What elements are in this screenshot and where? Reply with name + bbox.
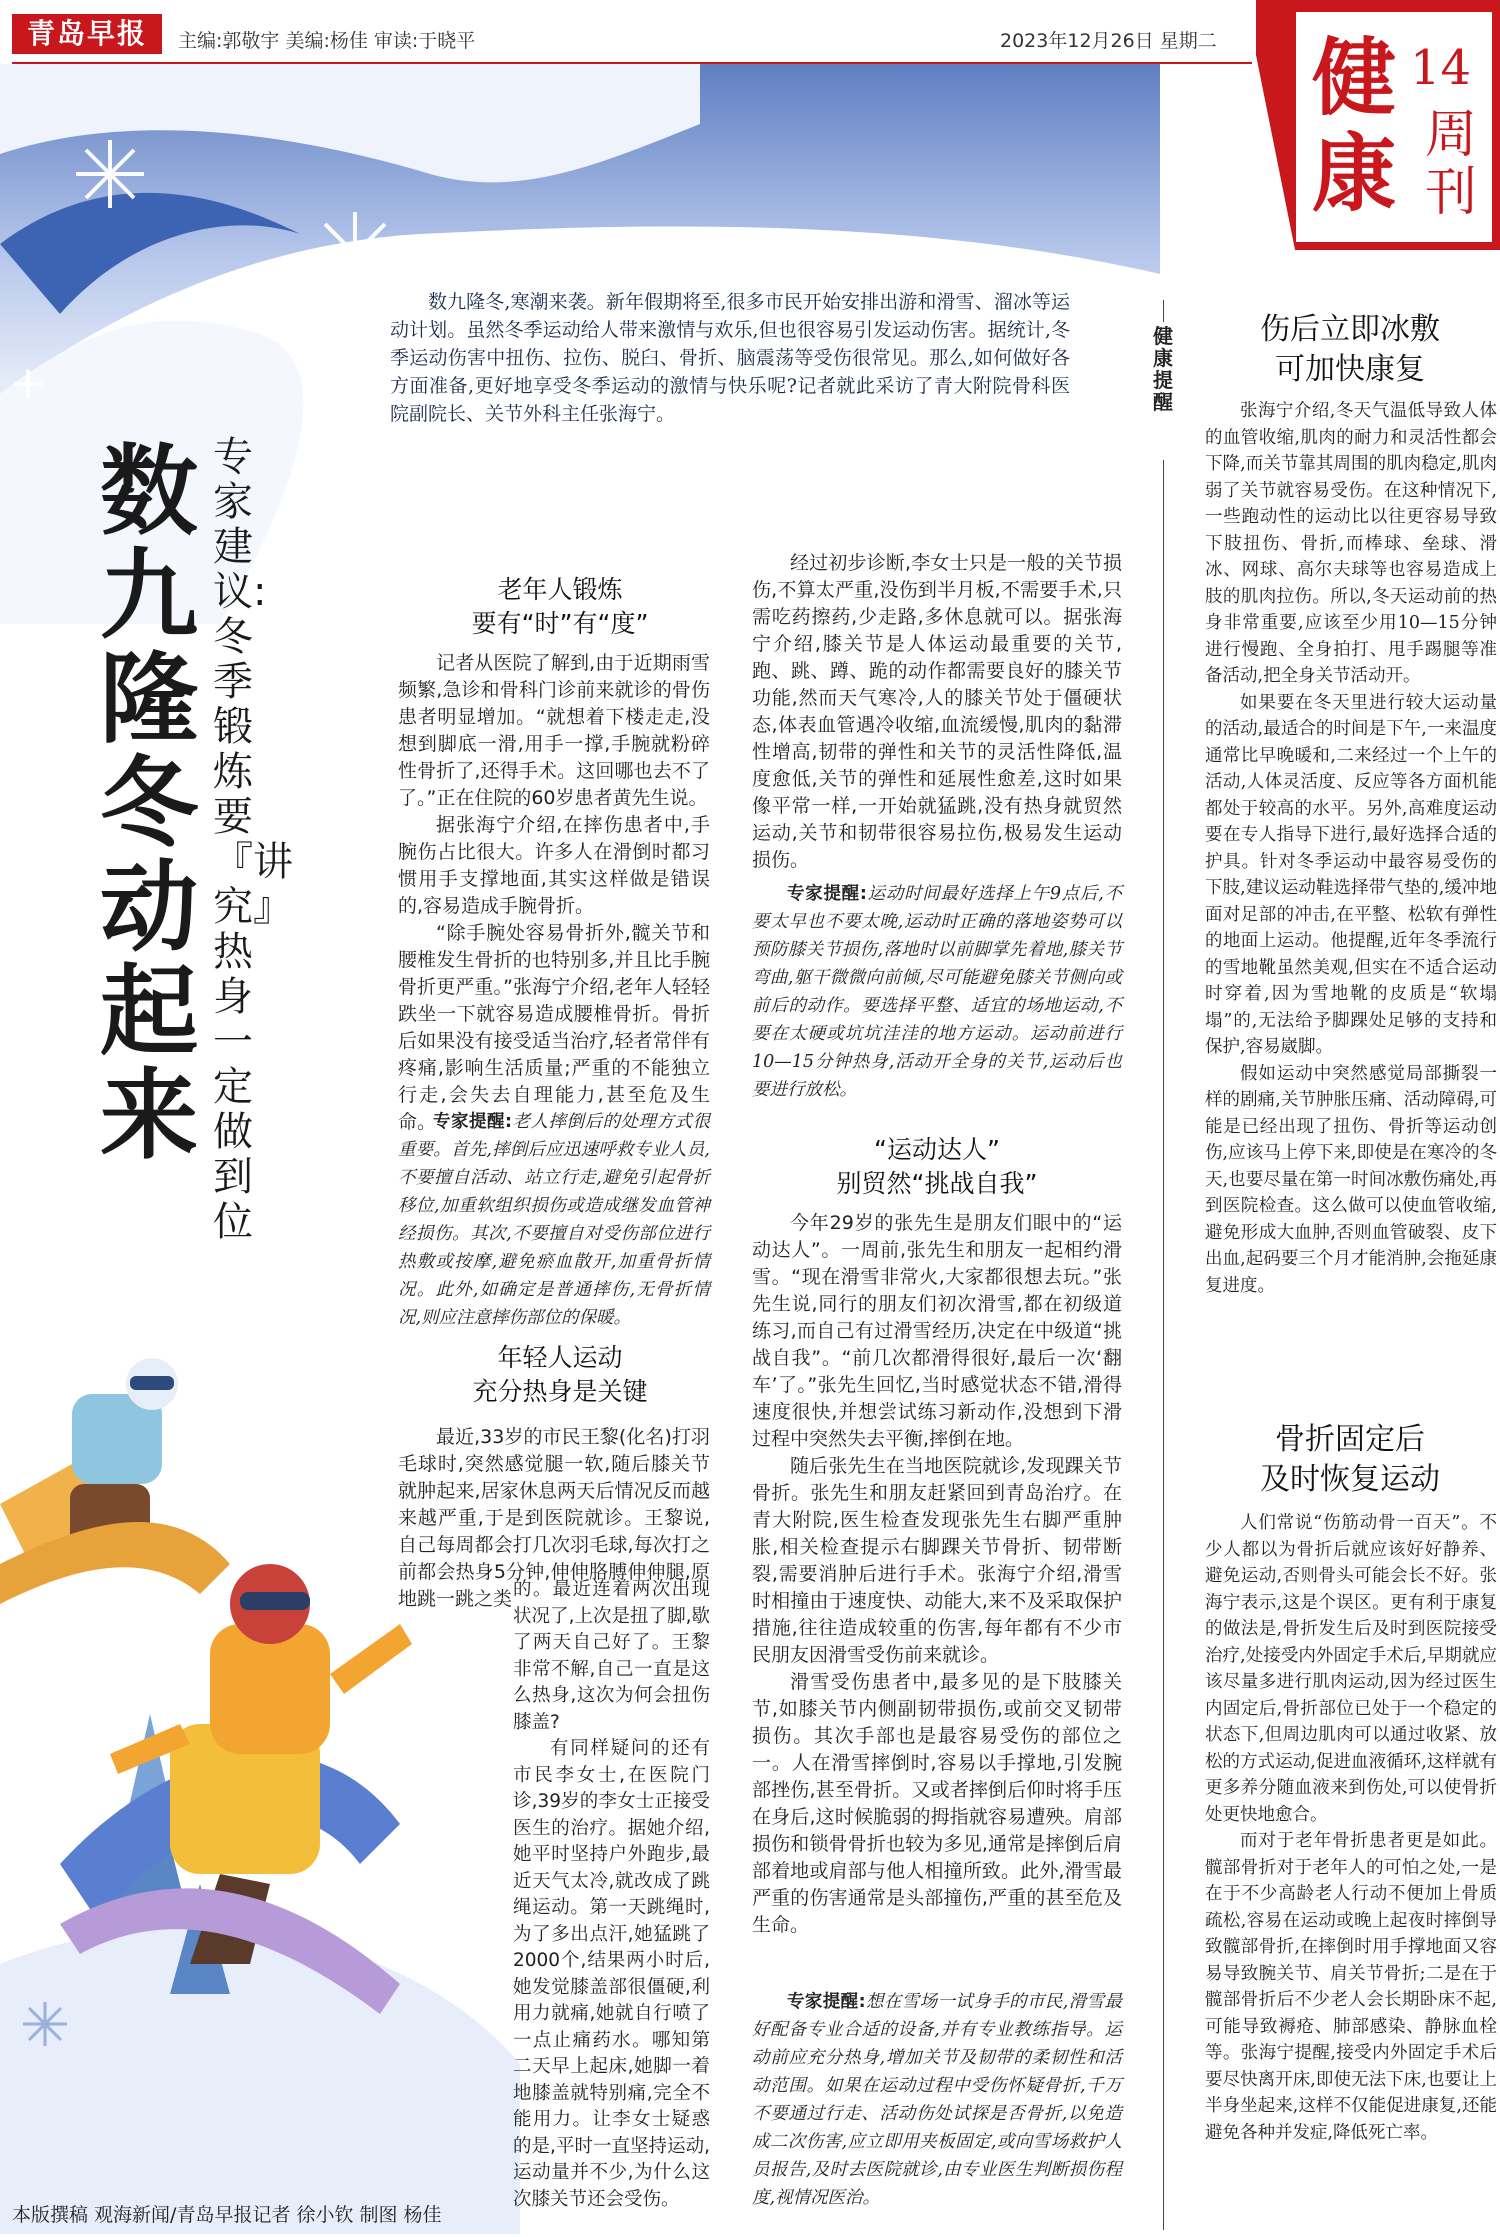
paragraph: 而对于老年骨折患者更是如此。髋部骨折对于老年人的可怕之处,一是在于不少高龄老人行动不便加上骨质疏松,容易在运动或晚上起夜时摔倒导致髋部骨折,在摔倒时用手撑地面又容易导致腕关节、肩关节骨折;二是在于髋部骨折后不少老人会长期卧床不起,可能导致褥疮、肺部感染、静脉血栓等。张海宁提醒,接受内外固定手术后要尽快离开床,即使无法下床,也要让上半身坐起来,这样不仅能促进康复,还能避免各种并发症,降低死亡率。 — [1205, 1831, 1497, 2143]
page-subheadline: 专家建议:冬季锻炼要『讲究』 热身一定做到位 — [213, 434, 293, 1245]
article-body-elderly — [398, 650, 710, 1136]
heading-line: 伤后立即冰敷 — [1260, 312, 1440, 347]
page-number: 14 — [1410, 40, 1472, 96]
paragraph: 记者从医院了解到,由于近期雨雪频繁,急诊和骨科门诊前来就诊的骨伤患者明显增加。“就想着下楼走走,没想到脚底一滑,用手一撑,手腕就粉碎性骨折了,还得手术。这回哪也去不了了。”正在住院的60岁患者黄先生说。 — [398, 652, 710, 809]
heading-line: 及时恢复运动 — [1260, 1462, 1440, 1497]
lead-paragraph: 数九隆冬,寒潮来袭。新年假期将至,很多市民开始安排出游和滑雪、溜冰等运动计划。虽然冬季运动给人带来激情与欢乐,但也很容易引发运动伤害。据统计,冬季运动伤害中扭伤、拉伤、脱臼、骨折、脑震荡等受伤很常见。那么,如何做好各方面准备,更好地享受冬季运动的激情与快乐呢?记者就此采访了青大附院骨科医院副院长、关节外科主任张海宁。 — [390, 291, 1070, 425]
sidebar-divider — [1163, 460, 1164, 2230]
paragraph: 的。最近连着两次出现状况了,上次是扭了脚,歇了两天自己好了。王黎非常不解,自己一直是这么热身,这次为何会扭伤膝盖? — [513, 1579, 710, 1733]
section-heading-elderly — [395, 573, 725, 641]
paragraph: “除手腕处容易骨折外,髋关节和腰椎发生骨折的也特别多,并且比手腕骨折更严重。”张海宁介绍,老年人轻轻跌坐一下就容易造成腰椎骨折。骨折后如果没有接受适当治疗,轻者常伴有疼痛,影响生活质量;严重的不能独立行走,会失去自理能力,甚至危及生命。 — [398, 922, 710, 1133]
snow-slope-bottom — [0, 1928, 520, 2234]
paragraph: 有同样疑问的还有市民李女士,在医院门诊,39岁的李女士正接受医生的治疗。据她介绍,她平时坚持户外跑步,最近天气太冷,就改成了跳绳运动。第一天跳绳时,为了多出点汗,她猛跳了2000个,结果两小时后,她发觉膝盖部很僵硬,利用力就痛,她就自行喷了一点止痛药水。哪知第二天早上起床,她脚一着地膝盖就特别痛,完全不能用力。让李女士疑惑的是,平时一直坚持运动,运动量并不少,为什么这次膝关节还会受伤。 — [513, 1738, 710, 2210]
section-heading-sports-fan — [752, 1133, 1122, 1201]
section-title: 健康 — [1312, 28, 1397, 223]
sidebar-divider-top — [1163, 300, 1164, 322]
weekly-label: 周刊 — [1425, 105, 1478, 223]
paragraph: 如果要在冬天里进行较大运动量的活动,最适合的时间是下午,一来温度通常比早晚暖和,二来经过一个上午的活动,人体灵活度、反应等各方面机能都处于较高的水平。另外,高难度运动要在专人指导下进行,最好选择合适的护具。针对冬季运动中最容易受伤的下肢,建议运动鞋选择带气垫的,缓冲地面对足部的冲击,在平整、松软有弹性的地面上运动。他提醒,近年冬季流行的雪地靴虽然美观,但实在不适合运动时穿着,因为雪地靴的皮质是“软塌塌”的,无法给予脚踝处足够的支持和保护,容易崴脚。 — [1205, 692, 1497, 1057]
snowboarder-blue-illustration — [0, 1358, 230, 1604]
masthead-logo: 青岛早报 — [12, 14, 162, 54]
paragraph: 假如运动中突然感觉局部撕裂一样的剧痛,关节肿胀压痛、活动障碍,可能是已经出现了扭伤、骨折等运动创伤,应该马上停下来,即使是在寒冷的冬天,也要尽量在第一时间冰敷伤痛处,再到医院检查。这么做可以使血管收缩,避免形成大血肿,否则血管破裂、皮下出血,起码要三个月才能消肿,会拖延康复进度。 — [1205, 1063, 1497, 1296]
tip-text: 运动时间最好选择上午9点后,不要太早也不要太晚,运动时正确的落地姿势可以预防膝关节损伤,落地时以前脚掌先着地,膝关节弯曲,躯干微微向前倾,尽可能避免膝关节侧向或前后的动作。要选择平整、适宜的场地运动,不要在太硬或坑坑洼洼的地方运动。运动前进行10—15分钟热身,活动开全身的关节,运动后也要进行放松。 — [752, 884, 1122, 1100]
staff-credits: 主编:郭敬宇 美编:杨佳 审读:于晓平 — [178, 30, 476, 52]
heading-line: 年轻人运动 — [497, 1343, 623, 1372]
article-body-column2 — [752, 550, 1122, 874]
expert-tip-young — [752, 880, 1122, 1104]
heading-line: “运动达人” — [874, 1135, 1000, 1164]
sidebar-body-ice — [1205, 398, 1497, 1299]
tip-label: 专家提醒: — [787, 884, 867, 904]
paragraph: 人们常说“伤筋动骨一百天”。不少人都以为骨折后就应该好好静养、避免运动,否则骨头可能会长不好。张海宁表示,这是个误区。更有利于康复的做法是,骨折发生后及时到医院接受治疗,处接受内外固定手术后,早期就应该尽量多进行肌肉运动,因为经过医生内固定后,骨折部位已处于一个稳定的状态下,但周边肌肉可以通过收紧、放松的方式运动,促进血液循环,这样就有更多养分随血液来到伤处,可以使骨折处更快地愈合。 — [1205, 1513, 1497, 1825]
snowflake-icon — [23, 2002, 67, 2046]
sidebar-label: 健康提醒 — [1153, 324, 1173, 414]
byline-credits: 本版撰稿 观海新闻/青岛早报记者 徐小钦 制图 杨佳 — [12, 2204, 442, 2226]
tip-label: 专家提醒: — [787, 1992, 866, 2012]
heading-line: 充分热身是关键 — [472, 1377, 648, 1406]
paragraph: 最近,33岁的市民王黎(化名)打羽毛球时,突然感觉腿一软,随后膝关节就肿起来,居家休息两天后情况反而越来越严重,于是到医院就诊。王黎说,自己每周都会打几次羽毛球,每次打之前都会热身5分钟,伸伸胳膊伸伸腿,原地跳一跳之类 — [398, 1426, 710, 1610]
paragraph: 随后张先生在当地医院就诊,发现踝关节骨折。张先生和朋友赶紧回到青岛治疗。在青大附院,医生检查发现张先生右脚严重肿胀,相关检查提示右脚踝关节骨折、韧带断裂,需要消肿后进行手术。张海宁介绍,滑雪时相撞由于速度快、动能大,来不及采取保护措施,往往造成较重的伤害,每年都有不少市民朋友因滑雪受伤前来就诊。 — [752, 1455, 1122, 1666]
paragraph: 今年29岁的张先生是朋友们眼中的“运动达人”。一周前,张先生和朋友一起相约滑雪。“现在滑雪非常火,大家都很想去玩。”张先生说,同行的朋友们初次滑雪,都在初级道练习,而自己有过滑雪经历,决定在中级道“挑战自我”。“前几次都滑得很好,最后一次‘翻车’了。”张先生回忆,当时感觉状态不错,滑得速度很快,并想尝试练习新动作,没想到下滑过程中突然失去平衡,摔倒在地。 — [752, 1212, 1122, 1450]
paragraph: 张海宁介绍,冬天气温低导致人体的血管收缩,肌肉的耐力和灵活性都会下降,而关节靠其周围的肌肉稳定,肌肉弱了关节就容易受伤。在这种情况下,一些跑动性的运动比以往更容易导致下肢扭伤、骨折,而棒球、垒球、滑冰、网球、高尔夫球等也容易造成上肢的肌肉拉伤。所以,冬天运动前的热身非常重要,应该至少用10—15分钟进行慢跑、全身拍打、甩手踢腿等准备活动,把全身关节活动开。 — [1205, 401, 1497, 686]
paragraph: 经过初步诊断,李女士只是一般的关节损伤,不算太严重,没伤到半月板,不需要手术,只需吃药擦药,少走路,多休息就可以。据张海宁介绍,膝关节是人体运动最重要的关节,跑、跳、蹲、跪的动作都需要良好的膝关节功能,然而天气寒冷,人的膝关节处于僵硬状态,体表血管遇冷收缩,血流缓慢,肌肉的黏滞性增高,韧带的弹性和关节的灵活性降低,温度愈低,关节的弹性和延展性愈差,这时如果像平常一样,一开始就猛跳,没有热身就贸然运动,关节和韧带很容易拉伤,极易发生运动损伤。 — [752, 552, 1122, 871]
heading-line: 骨折固定后 — [1275, 1422, 1425, 1457]
sidebar-body-fracture — [1205, 1510, 1497, 2146]
tip-text: 想在雪场一试身手的市民,滑雪最好配备专业合适的设备,并有专业教练指导。运动前应充分热身,增加关节及韧带的柔韧性和活动范围。如果在运动过程中受伤怀疑骨折,千万不要通过行走、活动伤处试探是否骨折,以免造成二次伤害,应立即用夹板固定,或向雪场救护人员报告,及时去医院就诊,由专业医生判断损伤程度,视情况医治。 — [752, 1992, 1123, 2208]
tip-text: 老人摔倒后的处理方式很重要。首先,摔倒后应迅速呼救专业人员,不要擅自活动、站立行走,避免引起骨折移位,加重软组织损伤或造成继发血管神经损伤。其次,不要擅自对受伤部位进行热敷或按摩,避免瘀血散开,加重骨折情况。此外,如确定是普通摔伤,无骨折情况,则应注意摔伤部位的保暖。 — [398, 1112, 710, 1328]
sidebar-heading-ice — [1200, 310, 1500, 390]
paragraph: 据张海宁介绍,在摔伤患者中,手腕伤占比很大。许多人在滑倒时都习惯用手支撑地面,其实这样做是错误的,容易造成手腕骨折。 — [398, 814, 710, 917]
heading-line: 可加快康复 — [1275, 352, 1425, 387]
page-headline: 数九隆冬 动起来 — [100, 435, 199, 1173]
heading-line: 老年人锻炼 — [497, 575, 623, 604]
paragraph: 滑雪受伤患者中,最多见的是下肢膝关节,如膝关节内侧副韧带损伤,或前交叉韧带损伤。其次手部也是最容易受伤的部位之一。人在滑雪摔倒时,容易以手撑地,引发腕部挫伤,甚至骨折。又或者摔倒后仰时将手压在身后,这时候脆弱的拇指就容易遭殃。肩部损伤和锁骨骨折也较为多见,通常是摔倒后肩部着地或肩部与他人相撞所致。此外,滑雪最严重的伤害通常是头部撞伤,严重的甚至危及生命。 — [752, 1671, 1122, 1936]
heading-line: 要有“时”有“度” — [471, 609, 649, 638]
expert-tip-skiing — [752, 1988, 1122, 2212]
article-body-sports-fan — [752, 1210, 1122, 1939]
section-heading-young — [395, 1341, 725, 1409]
heading-line: 别贸然“挑战自我” — [836, 1169, 1038, 1198]
tip-label: 专家提醒: — [433, 1112, 512, 1132]
article-body-young-part2 — [513, 1577, 710, 2213]
expert-tip-elderly — [398, 1108, 710, 1332]
issue-date: 2023年12月26日 星期二 — [1000, 30, 1217, 52]
sidebar-heading-fracture — [1200, 1420, 1500, 1500]
